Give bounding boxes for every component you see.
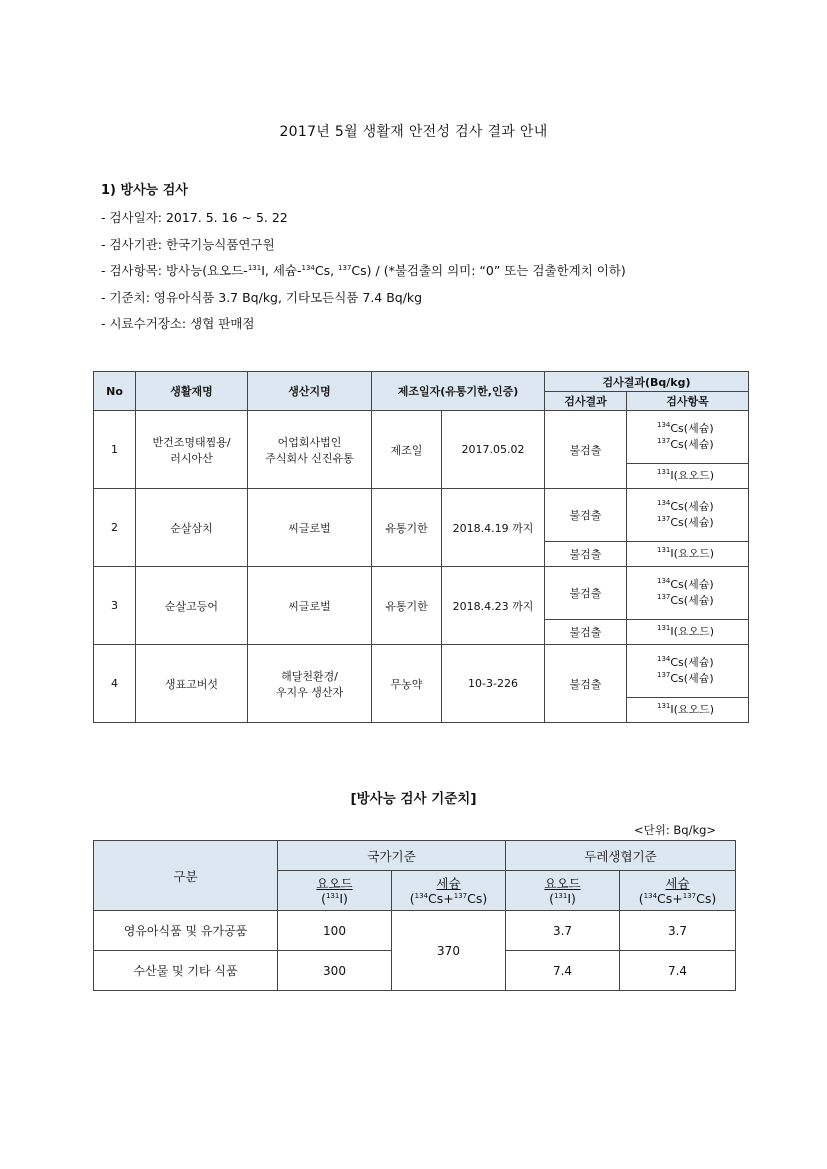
item-label: I(요오드): [670, 625, 715, 638]
item-label: I(요오드): [670, 469, 715, 482]
producer-line: 어업회사법인: [277, 435, 342, 449]
standards-unit: <단위: Bq/kg>: [634, 823, 717, 837]
item-label: Cs(세슘): [670, 594, 714, 607]
item-label: Cs(세슘): [670, 656, 714, 669]
table-row: [94, 911, 736, 951]
cell-date-type: 유통기한: [372, 567, 442, 645]
paren: (: [638, 890, 644, 906]
section-heading: 1) 방사능 검사: [101, 183, 188, 198]
isotope-superscript: 134: [657, 655, 671, 663]
iodine-label: 요오드: [544, 875, 581, 891]
cell-dure-cesium: 3.7: [620, 911, 736, 951]
header-result: 검사결과: [545, 392, 627, 411]
isotope-superscript: 131: [657, 546, 671, 554]
standards-table: [93, 840, 736, 991]
info-standard: - 기준치: 영유아식품 3.7 Bq/kg, 기타모든식품 7.4 Bq/kg: [101, 289, 423, 305]
info-date: - 검사일자: 2017. 5. 16 ~ 5. 22: [101, 210, 288, 225]
cell-date-value: 2018.4.23 까지: [442, 567, 545, 645]
item-label: Cs(세슘): [670, 672, 714, 685]
isotope-superscript: 137: [453, 891, 468, 900]
results-table: [93, 371, 749, 723]
cell-category: 수산물 및 기타 식품: [94, 951, 278, 991]
isotope-superscript: 134: [643, 891, 658, 900]
header-item: 검사항목: [627, 392, 749, 411]
cell-item-cesium: [627, 489, 749, 542]
cell-date-value: 10-3-226: [442, 645, 545, 723]
info-items-text: I, 세슘-: [261, 263, 302, 278]
header-dure: 두레생협기준: [506, 841, 736, 871]
cell-item-iodine: [627, 464, 749, 489]
cell-no: 4: [94, 645, 136, 723]
product-line: 반건조명태찜용/: [152, 435, 231, 449]
cell-result: 불검출: [545, 542, 627, 567]
isotope-superscript: 131: [325, 891, 340, 900]
document-title: 2017년 5월 생활재 안전성 검사 결과 안내: [279, 124, 548, 140]
info-items: [101, 258, 626, 285]
producer-line: 해달천환경/: [281, 669, 338, 683]
header-category: 구분: [94, 841, 278, 911]
isotope-superscript: 131: [657, 624, 671, 632]
info-items-text: - 검사항목: 방사능(요오드-: [101, 263, 248, 278]
item-label: I(요오드): [670, 703, 715, 716]
cell-date-type: 유통기한: [372, 489, 442, 567]
iodine-label: 요오드: [316, 875, 353, 891]
info-place: - 시료수거장소: 생협 판매점: [101, 316, 255, 331]
isotope-symbol: Cs): [696, 890, 717, 906]
cell-product: [136, 411, 248, 489]
item-label: Cs(세슘): [670, 500, 714, 513]
header-date: 제조일자(유통기한,인증): [372, 372, 545, 411]
header-producer: 생산지명: [248, 372, 372, 411]
producer-line: 우지우 생산자: [275, 685, 344, 699]
cell-date-type: 제조일: [372, 411, 442, 489]
cell-item-cesium: [627, 411, 749, 464]
cesium-label: 세슘: [436, 875, 461, 891]
cell-item-iodine: [627, 698, 749, 723]
isotope-superscript: 134: [657, 499, 671, 507]
isotope-superscript: 134: [657, 577, 671, 585]
cell-no: 2: [94, 489, 136, 567]
isotope-superscript: 134: [657, 421, 671, 429]
table-row: [94, 411, 749, 464]
isotope-superscript: 131: [657, 702, 671, 710]
isotope-superscript: 131: [247, 264, 262, 272]
cell-dure-cesium: 7.4: [620, 951, 736, 991]
isotope-superscript: 134: [414, 891, 429, 900]
isotope-superscript: 137: [657, 515, 671, 523]
isotope-superscript: 137: [682, 891, 697, 900]
cell-national-iodine: 100: [278, 911, 392, 951]
info-items-text: Cs,: [314, 263, 339, 278]
cell-national-iodine: 300: [278, 951, 392, 991]
isotope-symbol: I): [339, 890, 348, 906]
cell-result: 불검출: [545, 489, 627, 542]
header-product: 생활재명: [136, 372, 248, 411]
item-label: Cs(세슘): [670, 438, 714, 451]
isotope-superscript: 137: [657, 593, 671, 601]
cell-category: 영유아식품 및 유가공품: [94, 911, 278, 951]
cell-no: 3: [94, 567, 136, 645]
standards-header-row: [94, 841, 736, 871]
cesium-label: 세슘: [665, 875, 690, 891]
cell-producer: [248, 645, 372, 723]
cell-product: 순살삼치: [136, 489, 248, 567]
cell-national-cesium: 370: [392, 911, 506, 991]
cell-item-iodine: [627, 542, 749, 567]
cell-dure-iodine: 7.4: [506, 951, 620, 991]
item-label: Cs(세슘): [670, 578, 714, 591]
producer-line: 주식회사 신진유통: [265, 451, 354, 465]
paren: (: [321, 890, 326, 906]
header-result-group: 검사결과(Bq/kg): [545, 372, 749, 392]
cell-result: 불검출: [545, 567, 627, 620]
cell-result: 불검출: [545, 620, 627, 645]
cell-item-iodine: [627, 620, 749, 645]
cell-producer: 씨글로벌: [248, 489, 372, 567]
isotope-symbol: Cs+: [428, 890, 454, 906]
cell-product: 순살고등어: [136, 567, 248, 645]
table-row: [94, 489, 749, 542]
standards-title: [방사능 검사 기준치]: [350, 791, 477, 807]
isotope-symbol: I): [567, 890, 576, 906]
isotope-superscript: 137: [338, 264, 352, 272]
isotope-superscript: 131: [657, 468, 671, 476]
header-national-iodine: [278, 871, 392, 911]
cell-result: 불검출: [545, 645, 627, 723]
header-dure-iodine: [506, 871, 620, 911]
cell-item-cesium: [627, 567, 749, 620]
cell-date-value: 2017.05.02: [442, 411, 545, 489]
cell-item-cesium: [627, 645, 749, 698]
cell-producer: 씨글로벌: [248, 567, 372, 645]
info-items-text: Cs) / (*불검출의 의미: “0” 또는 검출한계치 이하): [351, 263, 626, 278]
inspection-info: [101, 205, 626, 338]
isotope-superscript: 131: [553, 891, 568, 900]
info-agency: - 검사기관: 한국기능식품연구원: [101, 236, 275, 252]
cell-result: 불검출: [545, 411, 627, 489]
header-dure-cesium: [620, 871, 736, 911]
product-line: 러시아산: [170, 451, 213, 465]
paren: (: [549, 890, 554, 906]
header-national-cesium: [392, 871, 506, 911]
header-national: 국가기준: [278, 841, 506, 871]
isotope-superscript: 137: [657, 437, 671, 445]
cell-dure-iodine: 3.7: [506, 911, 620, 951]
cell-date-value: 2018.4.19 까지: [442, 489, 545, 567]
results-header-row: [94, 372, 749, 392]
paren: (: [409, 890, 415, 906]
isotope-symbol: Cs): [467, 890, 488, 906]
cell-no: 1: [94, 411, 136, 489]
table-row: [94, 645, 749, 698]
isotope-symbol: Cs+: [657, 890, 683, 906]
cell-producer: [248, 411, 372, 489]
table-row: [94, 567, 749, 620]
item-label: Cs(세슘): [670, 516, 714, 529]
isotope-superscript: 134: [301, 264, 315, 272]
cell-product: 생표고버섯: [136, 645, 248, 723]
isotope-superscript: 137: [657, 671, 671, 679]
item-label: I(요오드): [670, 547, 715, 560]
item-label: Cs(세슘): [670, 422, 714, 435]
cell-date-type: 무농약: [372, 645, 442, 723]
header-no: No: [94, 372, 136, 411]
